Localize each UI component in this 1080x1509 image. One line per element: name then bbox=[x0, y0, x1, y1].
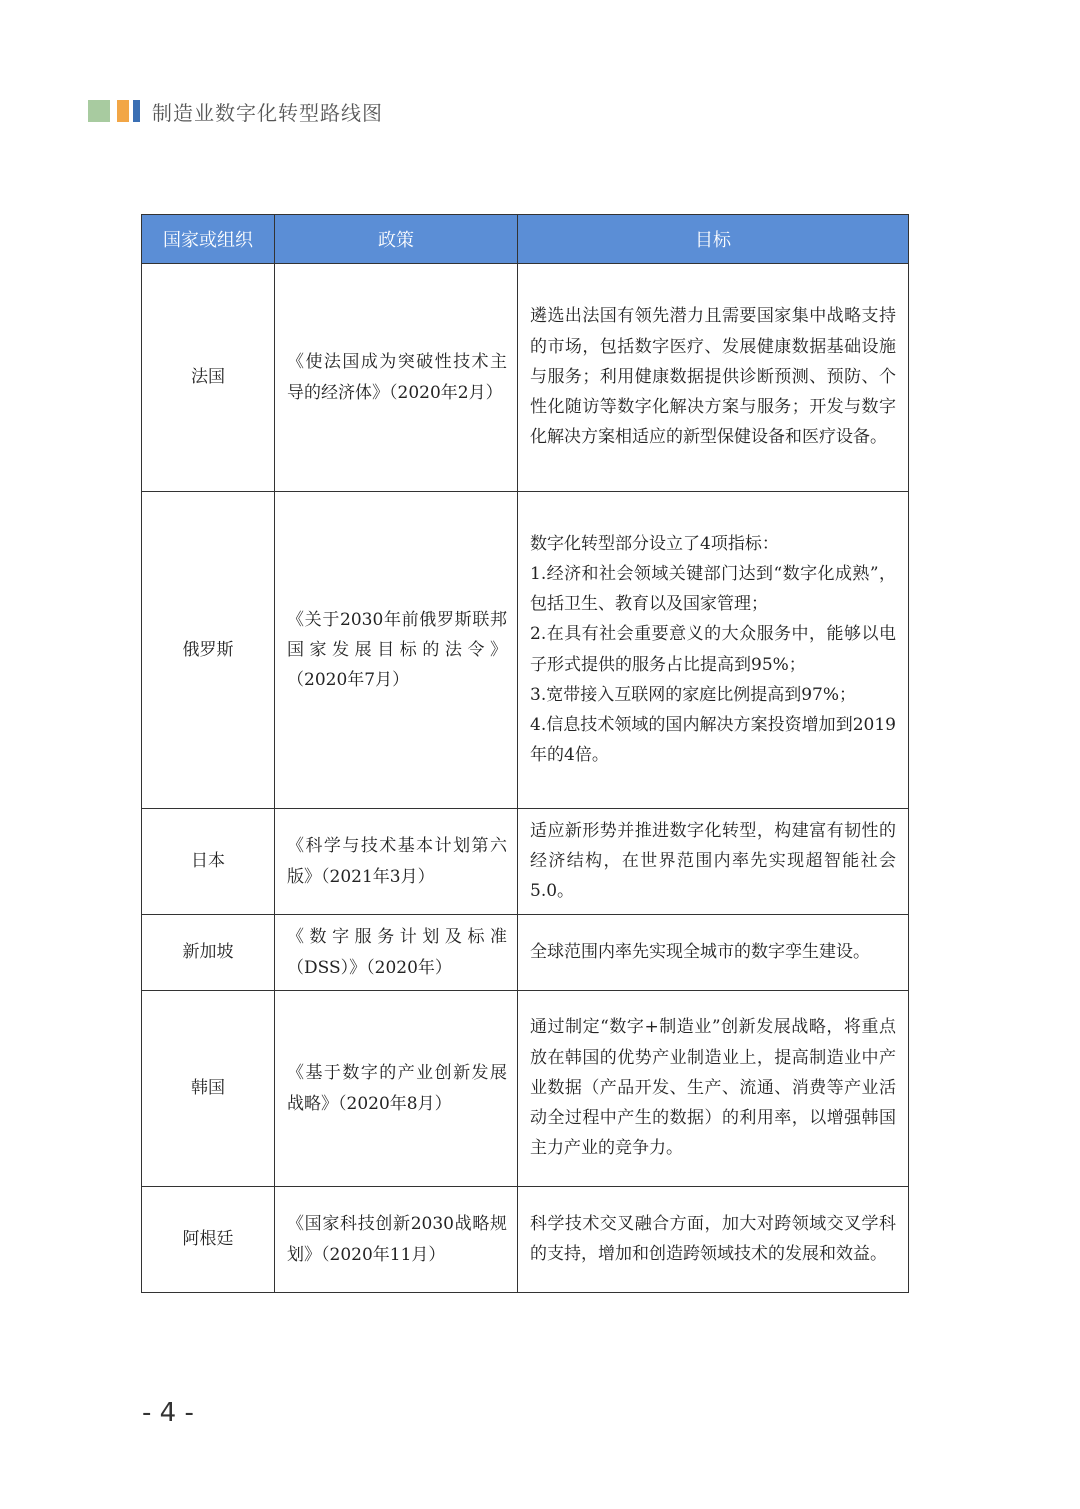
goal-cell bbox=[518, 915, 909, 991]
page-number: - 4 - bbox=[142, 1398, 194, 1428]
header-orange-block bbox=[117, 100, 129, 122]
goal-line: 2.在具有社会重要意义的大众服务中，能够以电子形式提供的服务占比提高到95%； bbox=[530, 624, 896, 675]
goal-line: 通过制定“数字+制造业”创新发展战略，将重点放在韩国的优势产业制造业上，提高制造业中产业数据（产品开发、生产、流通、消费等产业活动全过程中产生的数据）的利用率，以增强韩国主力产业的竞争力。 bbox=[530, 1017, 896, 1159]
goal-cell bbox=[518, 264, 909, 492]
country-cell: 阿根廷 bbox=[142, 1187, 275, 1293]
country-cell: 韩国 bbox=[142, 991, 275, 1187]
policy-cell: 《使法国成为突破性技术主导的经济体》（2020年2月） bbox=[275, 264, 518, 492]
policy-cell: 《科学与技术基本计划第六版》（2021年3月） bbox=[275, 809, 518, 915]
goal-line: 1.经济和社会领域关键部门达到“数字化成熟”，包括卫生、教育以及国家管理； bbox=[530, 563, 896, 615]
table-row bbox=[142, 809, 909, 915]
goal-line: 科学技术交叉融合方面，加大对跨领域交叉学科的支持，增加和创造跨领域技术的发展和效益。 bbox=[530, 1213, 896, 1264]
goal-cell bbox=[518, 492, 909, 809]
column-header-goal: 目标 bbox=[518, 215, 909, 264]
header-green-block bbox=[88, 100, 110, 122]
header-gap bbox=[110, 100, 117, 122]
table-row bbox=[142, 1187, 909, 1293]
table-row bbox=[142, 264, 909, 492]
column-header-policy: 政策 bbox=[275, 215, 518, 264]
page-header bbox=[88, 98, 383, 124]
goal-line: 遴选出法国有领先潜力且需要国家集中战略支持的市场，包括数字医疗、发展健康数据基础设施与服务；利用健康数据提供诊断预测、预防、个性化随访等数字化解决方案与服务；开发与数字化解决方案相适应的新型保健设备和医疗设备。 bbox=[530, 306, 896, 448]
table-row bbox=[142, 915, 909, 991]
policy-cell: 《基于数字的产业创新发展战略》（2020年8月） bbox=[275, 991, 518, 1187]
country-cell: 俄罗斯 bbox=[142, 492, 275, 809]
header-title: 制造业数字化转型路线图 bbox=[152, 100, 383, 125]
country-cell: 法国 bbox=[142, 264, 275, 492]
table-row bbox=[142, 492, 909, 809]
column-header-country: 国家或组织 bbox=[142, 215, 275, 264]
goal-line: 全球范围内率先实现全城市的数字孪生建设。 bbox=[530, 941, 870, 962]
policy-cell: 《国家科技创新2030战略规划》（2020年11月） bbox=[275, 1187, 518, 1293]
goal-cell bbox=[518, 1187, 909, 1293]
policy-cell: 《关于2030年前俄罗斯联邦国家发展目标的法令》（2020年7月） bbox=[275, 492, 518, 809]
country-cell: 日本 bbox=[142, 809, 275, 915]
country-cell: 新加坡 bbox=[142, 915, 275, 991]
goal-line: 4.信息技术领域的国内解决方案投资增加到2019年的4倍。 bbox=[530, 714, 896, 766]
goal-line: 适应新形势并推进数字化转型，构建富有韧性的经济结构，在世界范围内率先实现超智能社会5.0。 bbox=[530, 820, 896, 902]
goal-cell bbox=[518, 991, 909, 1187]
table-header-row bbox=[142, 215, 909, 264]
table-row bbox=[142, 991, 909, 1187]
goal-cell bbox=[518, 809, 909, 915]
header-blue-block bbox=[133, 100, 140, 122]
goal-line: 3.宽带接入互联网的家庭比例提高到97%； bbox=[530, 684, 857, 705]
policy-table bbox=[141, 214, 909, 1293]
goal-line: 数字化转型部分设立了4项指标： bbox=[530, 533, 779, 554]
policy-cell: 《数字服务计划及标准（DSS）》（2020年） bbox=[275, 915, 518, 991]
